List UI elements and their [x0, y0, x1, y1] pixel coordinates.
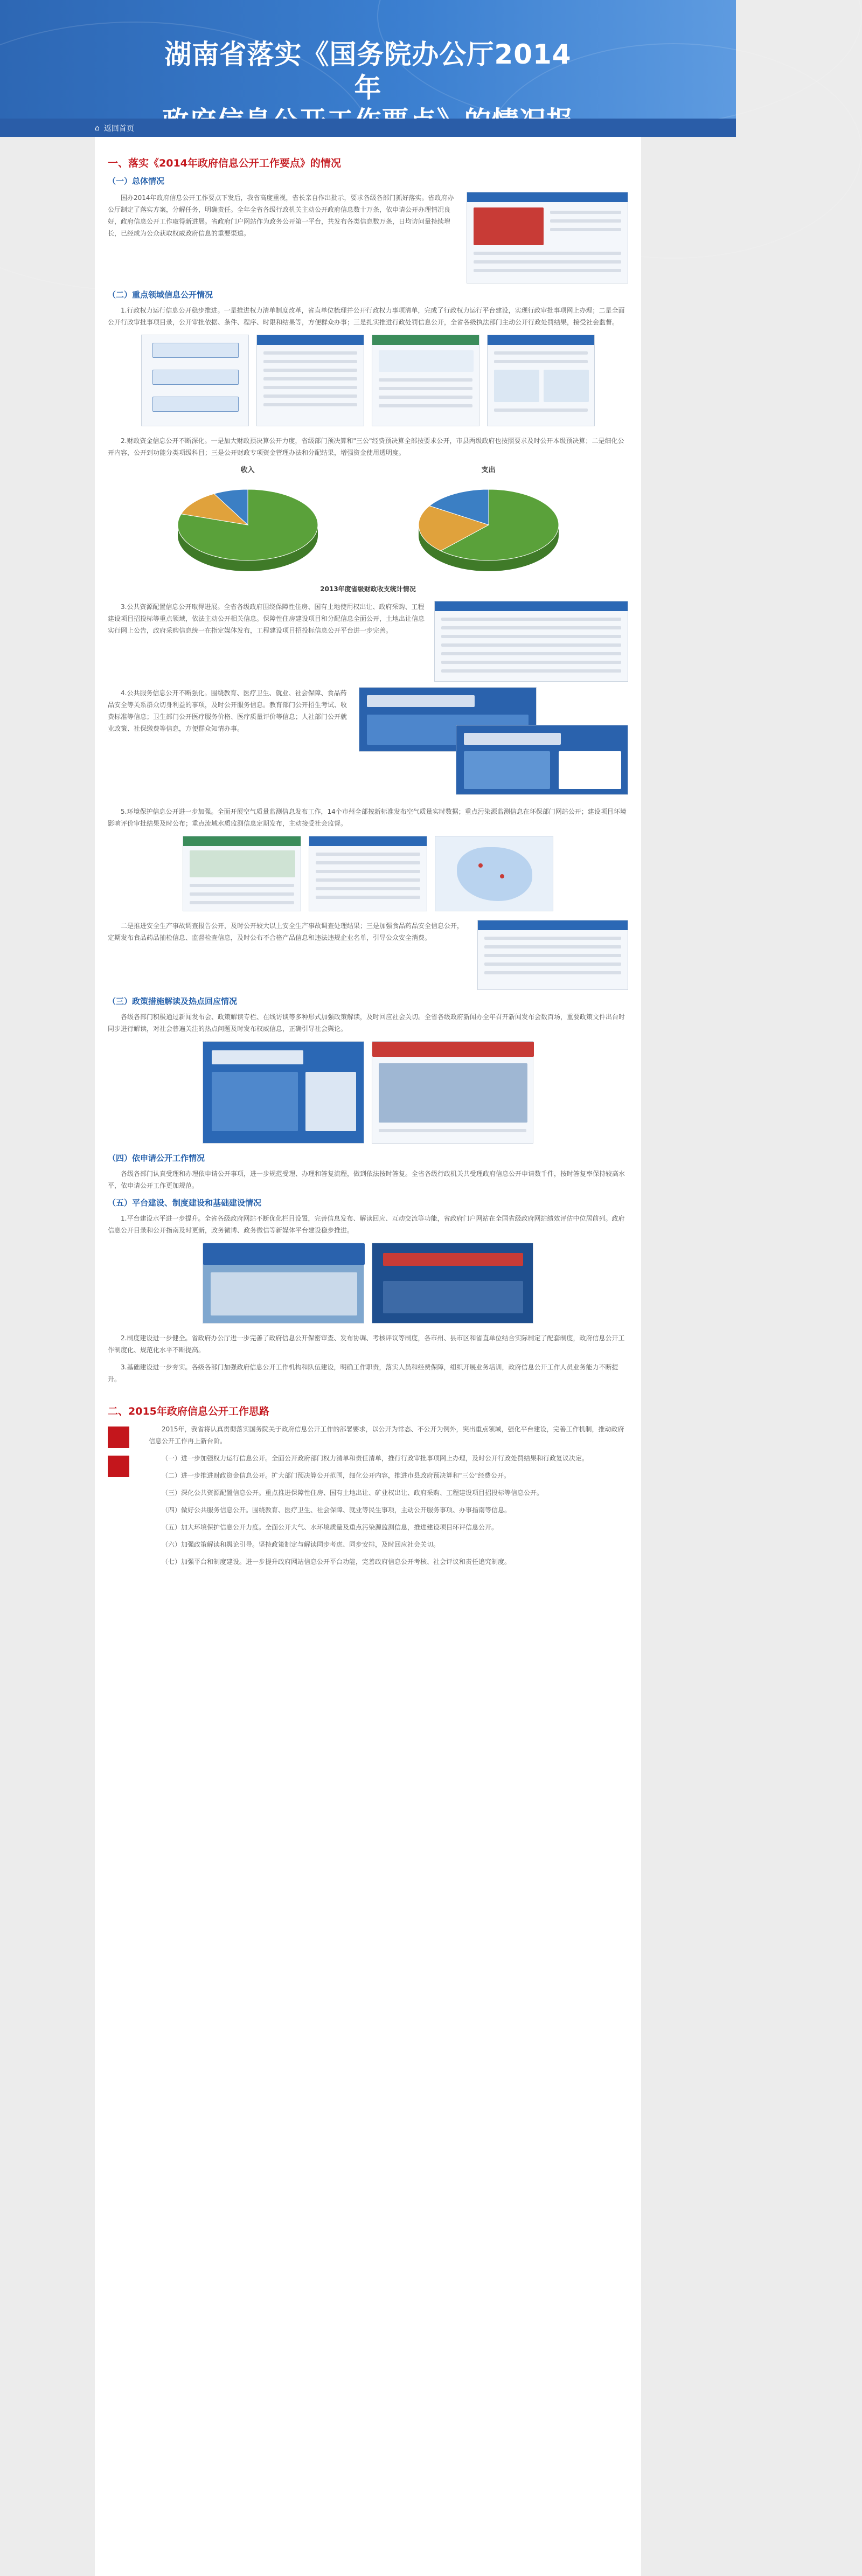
nav-bar: [0, 119, 736, 137]
home-icon: ⌂: [95, 124, 100, 133]
application-paragraph: 各级各部门认真受理和办理依申请公开事项，进一步规范受理、办理和答复流程，做到依法按时答复。全省各级行政机关共受理政府信息公开申请数千件，按时答复率保持较高水平，依申请公开工作更加规范。: [108, 1170, 625, 1189]
expenditure-pie-label: 支出: [481, 466, 496, 474]
section-2-heading: 二、2015年政府信息公开工作思路: [108, 1405, 269, 1417]
meeting-photo: [372, 1243, 533, 1324]
platform-screenshots: [108, 1243, 628, 1324]
expenditure-pie-svg: [392, 477, 586, 580]
air-quality-screenshot: [183, 836, 301, 911]
plan-item: （二）进一步推进财政资金信息公开。扩大部门预决算公开范围，细化公开内容，推进市县政府预决算和"三公"经费公开。: [162, 1472, 511, 1479]
resource-block: [108, 601, 628, 682]
online-interview-screenshot: [203, 1041, 364, 1144]
interpretation-screenshots: [108, 1041, 628, 1144]
portal-screenshot: [203, 1243, 364, 1324]
flowchart-image: [141, 335, 249, 426]
gov-website-screenshot: [467, 192, 628, 283]
plan-item: （四）做好公共服务信息公开。围绕教育、医疗卫生、社会保障、就业等民生事项，主动公开服务事项、办事指南等信息。: [162, 1506, 511, 1514]
service-website-2: [456, 725, 628, 795]
plan-block: [108, 1423, 628, 1573]
environment-paragraph: 5.环境保护信息公开进一步加强。全面开展空气质量监测信息发布工作，14个市州全部按新标准发布空气质量实时数据；重点污染源监测信息在环保部门网站公开；建设项目环境影响评价审批结果及时公布；重点流域水质监测信息定期发布，主动接受社会监督。: [108, 808, 627, 827]
safety-screenshot: [477, 920, 628, 990]
press-conference-screenshot: [372, 1041, 533, 1144]
safety-paragraph: 二是推进安全生产事故调查报告公开，及时公开较大以上安全生产事故调查处理结果；三是加强食品药品安全信息公开，定期发布食品药品抽检信息、监督检查信息，及时公布不合格产品信息和违法违规企业名单，引导公众安全消费。: [108, 922, 464, 941]
plan-marker-1: [108, 1427, 129, 1448]
interpretation-paragraph: 各级各部门积极通过新闻发布会、政策解读专栏、在线访谈等多种形式加强政策解读，及时回应社会关切。全省各级政府新闻办全年召开新闻发布会数百场，重要政策文件出台时同步进行解读，对社会普遍关注的热点问题及时发布权威信息，正确引导社会舆论。: [108, 1013, 625, 1033]
plan-markers: [108, 1423, 140, 1573]
service-paragraph: 4.公共服务信息公开不断强化。围绕教育、医疗卫生、就业、社会保障、食品药品安全等关系群众切身利益的事项，及时公开服务信息。教育部门公开招生考试、收费标准等信息；卫生部门公开医疗服务价格、医疗质量评价等信息；人社部门公开就业政策、社保缴费等信息，方便群众知情办事。: [108, 689, 347, 732]
environment-screenshots: [108, 836, 628, 911]
power-list-screenshot-1: [256, 335, 364, 426]
section-1-heading: 一、落实《2014年政府信息公开工作要点》的情况: [108, 157, 341, 169]
plan-marker-2: [108, 1456, 129, 1477]
subheading-key-areas: （二）重点领域信息公开情况: [108, 290, 213, 300]
plan-item: （一）进一步加强权力运行信息公开。全面公开政府部门权力清单和责任清单，推行行政审批事项网上办理，及时公开行政处罚结果和行政复议决定。: [162, 1455, 589, 1462]
subheading-application: （四）依申请公开工作情况: [108, 1153, 205, 1163]
subheading-platform: （五）平台建设、制度建设和基础建设情况: [108, 1198, 262, 1208]
report-sheet: [95, 137, 641, 2576]
subheading-overall: （一）总体情况: [108, 176, 165, 186]
pie-caption: 2013年度省级财政收支统计情况: [320, 585, 416, 593]
header-banner: [0, 0, 736, 119]
resource-screenshot: [434, 601, 628, 682]
plan-item: （三）深化公共资源配置信息公开。重点推进保障性住房、国有土地出让、矿业权出让、政府采购、工程建设项目招投标等信息公开。: [162, 1489, 544, 1497]
foundation-paragraph: 3.基础建设进一步夯实。各级各部门加强政府信息公开工作机构和队伍建设，明确工作职责，落实人员和经费保障，组织开展业务培训，政府信息公开工作人员业务能力不断提升。: [108, 1363, 618, 1383]
plan-intro-paragraph: 2015年，我省将认真贯彻落实国务院关于政府信息公开工作的部署要求，以公开为常态、不公开为例外，突出重点领域，强化平台建设，完善工作机制，推动政府信息公开工作再上新台阶。: [149, 1425, 624, 1445]
revenue-pie-svg: [151, 477, 345, 580]
service-screenshots: [359, 687, 628, 800]
system-paragraph: 2.制度建设进一步健全。省政府办公厅进一步完善了政府信息公开保密审查、发布协调、考核评议等制度，各市州、县市区和省直单位结合实际制定了配套制度，政府信息公开工作制度化、规范化水平不断提高。: [108, 1334, 625, 1354]
overview-paragraph: 国办2014年政府信息公开工作要点下发后，我省高度重视，省长亲自作出批示，要求各级各部门抓好落实。省政府办公厅制定了落实方案，分解任务，明确责任。全年全省各级行政机关主动公开政府信息数十万条，依申请公开办理情况良好，政府信息公开工作取得新进展。省政府门户网站作为政务公开第一平台，共发布各类信息数万条，日均访问量持续增长，已经成为公众获取权威政府信息的重要渠道。: [108, 194, 454, 237]
revenue-pie-label: 收入: [240, 466, 255, 474]
home-link[interactable]: [95, 123, 134, 134]
home-link-label: 返回首页: [103, 124, 134, 133]
plan-item: （七）加强平台和制度建设。进一步提升政府网站信息公开平台功能，完善政府信息公开考核、社会评议和责任追究制度。: [162, 1558, 511, 1566]
finance-disclosure-paragraph: 2.财政资金信息公开不断深化。一是加大财政预决算公开力度，省级部门预决算和"三公"经费预决算全部按要求公开，市县两级政府也按照要求及时公开本级预决算；二是细化公开内容，公开到功能分类项级科目；三是公开财政专项资金管理办法和分配结果，增强资金使用透明度。: [108, 437, 624, 456]
subheading-interpretation: （三）政策措施解读及热点回应情况: [108, 996, 238, 1006]
power-disclosure-paragraph: 1.行政权力运行信息公开稳步推进。一是推进权力清单制度改革，省直单位梳理并公开行政权力事项清单，完成了行政权力运行平台建设，实现行政审批事项网上办理；二是全面公开行政审批事项目录，公开审批依据、条件、程序、时限和结果等，方便群众办事；三是扎实推进行政处罚信息公开，全省各级执法部门主动公开行政处罚结果，接受社会监督。: [108, 307, 625, 326]
plan-item: （六）加强政策解读和舆论引导。坚持政策制定与解读同步考虑、同步安排，及时回应社会关切。: [162, 1541, 440, 1548]
safety-block: [108, 920, 628, 990]
service-block: [108, 687, 628, 800]
expenditure-pie: [392, 464, 586, 582]
power-screenshots: [108, 335, 628, 426]
overview-block: [108, 192, 628, 283]
plan-item: （五）加大环境保护信息公开力度。全面公开大气、水环境质量及重点污染源监测信息，推进建设项目环评信息公开。: [162, 1524, 498, 1531]
resource-paragraph: 3.公共资源配置信息公开取得进展。全省各级政府围绕保障性住房、国有土地使用权出让、政府采购、工程建设项目招投标等重点领域，依法主动公开相关信息。保障性住房建设项目和分配信息全面公开，土地出让信息实行网上公告，政府采购信息统一在指定媒体发布，工程建设项目招投标信息公开平台进一步完善。: [108, 603, 425, 634]
finance-pie-charts: [127, 464, 609, 582]
title-line-1: 湖南省落实《国务院办公厅2014年: [164, 39, 572, 103]
power-list-screenshot-3: [487, 335, 595, 426]
revenue-pie: [151, 464, 345, 582]
monitoring-list-screenshot: [309, 836, 427, 911]
power-list-screenshot-2: [372, 335, 479, 426]
water-map-screenshot: [435, 836, 553, 911]
platform-paragraph: 1.平台建设水平进一步提升。全省各级政府网站不断优化栏目设置，完善信息发布、解读回应、互动交流等功能，省政府门户网站在全国省级政府网站绩效评估中位居前列。政府信息公开目录和公开指南及时更新，政务微博、政务微信等新媒体平台建设稳步推进。: [108, 1215, 625, 1234]
